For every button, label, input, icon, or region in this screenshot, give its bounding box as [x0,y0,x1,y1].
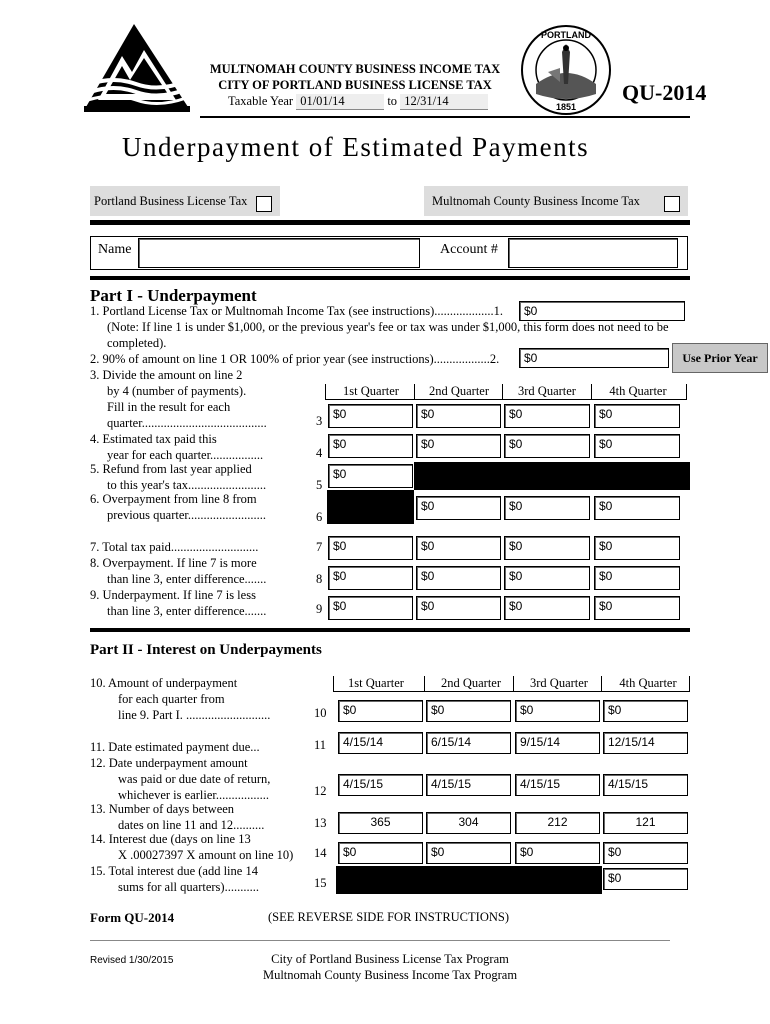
line9-text-a: 9. Underpayment. If line 7 is less [90,588,256,602]
line12-q3[interactable]: 4/15/15 [515,774,600,796]
line4-text-b: year for each quarter................. [107,448,264,462]
line3-q4[interactable]: $0 [594,404,680,428]
line12-q4[interactable]: 4/15/15 [603,774,688,796]
line3-text-d: quarter........................................ [107,416,267,430]
name-label: Name [98,242,132,257]
header-rule [200,116,690,118]
line6-q2[interactable]: $0 [416,496,501,520]
line12-text-b: was paid or due date of return, [118,772,271,786]
line4-q3[interactable]: $0 [504,434,590,458]
line9-q3[interactable]: $0 [504,596,590,620]
p1-linenum-8: 8 [316,572,323,586]
line4-text-a: 4. Estimated tax paid this [90,432,217,446]
line3-text-a: 3. Divide the amount on line 2 [90,368,243,382]
line1-field[interactable]: $0 [519,301,685,321]
part1-heading: Part I - Underpayment [90,286,257,305]
line7-q2[interactable]: $0 [416,536,501,560]
line9-q2[interactable]: $0 [416,596,501,620]
line1-text: 1. Portland License Tax or Multnomah Income Tax (see instructions)...................1. [90,304,503,318]
line7-q4[interactable]: $0 [594,536,680,560]
line2-text: 2. 90% of amount on line 1 OR 100% of prior year (see instructions)..................2. [90,352,500,366]
p2-linenum-11: 11 [314,738,327,752]
revised-date: Revised 1/30/2015 [90,955,174,966]
name-field[interactable] [138,238,420,268]
line12-text-a: 12. Date underpayment amount [90,756,248,770]
page-title: Underpayment of Estimated Payments [122,132,590,162]
line8-text-b: than line 3, enter difference....... [107,572,267,586]
line13-q1[interactable]: 365 [338,812,423,834]
line8-q3[interactable]: $0 [504,566,590,590]
reverse-note: (SEE REVERSE SIDE FOR INSTRUCTIONS) [268,910,509,924]
p2-quarter-3: 3rd Quarter [530,676,588,690]
p1-header-sep [591,384,592,400]
p1-linenum-4: 4 [316,446,323,460]
part2-heading: Part II - Interest on Underpayments [90,642,322,658]
p2-header-sep [689,676,690,692]
line14-text-a: 14. Interest due (days on line 13 [90,832,251,846]
use-prior-year-button[interactable]: Use Prior Year [672,343,768,373]
line10-text-a: 10. Amount of underpayment [90,676,238,690]
line13-q3[interactable]: 212 [515,812,600,834]
p2-linenum-15: 15 [314,876,327,890]
mountain-logo [84,22,190,114]
p2-quarter-2: 2nd Quarter [440,676,502,690]
p2-header-underline [333,691,690,692]
p1-header-underline [325,399,687,400]
p2-quarter-1: 1st Quarter [348,676,404,690]
line1-note-cont: completed). [107,336,167,350]
seal-bottom-text: 1851 [555,102,577,112]
p1-quarter-2: 2nd Quarter [428,384,490,398]
line6-blocked-q1 [327,490,414,524]
p2-header-sep [601,676,602,692]
p2-linenum-14: 14 [314,846,327,860]
line7-q3[interactable]: $0 [504,536,590,560]
account-field[interactable] [508,238,678,268]
line12-q2[interactable]: 4/15/15 [426,774,511,796]
header-line2: CITY OF PORTLAND BUSINESS LICENSE TAX [218,78,492,92]
top-thick-rule [90,220,690,225]
p1-quarter-1: 1st Quarter [343,384,399,398]
line10-q4[interactable]: $0 [603,700,688,722]
p1-header-sep [686,384,687,400]
line9-q4[interactable]: $0 [594,596,680,620]
multnomah-tax-option[interactable] [424,186,688,216]
multnomah-tax-checkbox[interactable] [664,196,680,212]
line10-q2[interactable]: $0 [426,700,511,722]
line14-q4[interactable]: $0 [603,842,688,864]
p1-quarter-4: 4th Quarter [609,384,667,398]
line13-q2[interactable]: 304 [426,812,511,834]
portland-tax-checkbox[interactable] [256,196,272,212]
taxable-year-label: Taxable Year [228,94,294,108]
line15-text-a: 15. Total interest due (add line 14 [90,864,258,878]
account-label: Account # [440,242,498,257]
p2-header-sep [424,676,425,692]
p1-linenum-3: 3 [316,414,323,428]
line3-q1[interactable]: $0 [328,404,413,428]
line2-field[interactable]: $0 [519,348,669,368]
line5-blocked-q2-q4 [414,462,690,490]
program-line1: City of Portland Business License Tax Program [271,952,509,966]
line4-q4[interactable]: $0 [594,434,680,458]
line4-q2[interactable]: $0 [416,434,501,458]
line13-text-b: dates on line 11 and 12.......... [118,818,265,832]
line14-text-b: X .00027397 X amount on line 10) [118,848,294,862]
line5-q1[interactable]: $0 [328,464,413,488]
line3-text-b: by 4 (number of payments). [107,384,247,398]
p2-linenum-13: 13 [314,816,327,830]
form-label: Form QU-2014 [90,910,175,925]
line9-text-b: than line 3, enter difference....... [107,604,267,618]
portland-tax-option[interactable] [90,186,280,216]
p1-linenum-7: 7 [316,540,323,554]
seal-top-text: PORTLAND [541,30,591,40]
line6-q4[interactable]: $0 [594,496,680,520]
line7-text: 7. Total tax paid............................ [90,540,259,554]
line10-text-b: for each quarter from [118,692,225,706]
line8-q4[interactable]: $0 [594,566,680,590]
line3-text-c: Fill in the result for each [107,400,231,414]
line11-q2[interactable]: 6/15/14 [426,732,511,754]
line11-q4[interactable]: 12/15/14 [603,732,688,754]
line8-q1[interactable]: $0 [328,566,413,590]
line1-note: (Note: If line 1 is under $1,000, or the previous year's fee or tax was under $1,000, this form does not need to be [107,320,669,334]
program-line2: Multnomah County Business Income Tax Program [262,968,518,982]
p2-quarter-4: 4th Quarter [619,676,677,690]
line12-text-c: whichever is earlier................. [118,788,269,802]
line10-text-c: line 9. Part I. ........................... [118,708,271,722]
line6-text-a: 6. Overpayment from line 8 from [90,492,257,506]
year-from-field[interactable]: 01/01/14 [296,94,384,110]
taxable-year-row [228,94,488,110]
line14-q2[interactable]: $0 [426,842,511,864]
line4-q1[interactable]: $0 [328,434,413,458]
line3-q2[interactable]: $0 [416,404,501,428]
to-label: to [387,94,398,108]
line14-q3[interactable]: $0 [515,842,600,864]
line10-q1[interactable]: $0 [338,700,423,722]
p1-quarter-3: 3rd Quarter [518,384,576,398]
p2-linenum-10: 10 [314,706,327,720]
p1-header-sep [414,384,415,400]
p2-linenum-12: 12 [314,784,327,798]
line7-q1[interactable]: $0 [328,536,413,560]
line9-q1[interactable]: $0 [328,596,413,620]
line12-q1[interactable]: 4/15/15 [338,774,423,796]
p1-header-sep [325,384,326,400]
p1-linenum-5: 5 [316,478,323,492]
city-seal [520,24,612,116]
part1-bottom-rule [90,628,690,632]
line5-text-b: to this year's tax......................... [107,478,267,492]
line6-q3[interactable]: $0 [504,496,590,520]
year-to-field[interactable]: 12/31/14 [400,94,488,110]
p2-header-sep [513,676,514,692]
p1-linenum-9: 9 [316,602,323,616]
line6-text-b: previous quarter......................... [107,508,267,522]
line15-text-b: sums for all quarters)........... [118,880,259,894]
line3-q3[interactable]: $0 [504,404,590,428]
line11-text: 11. Date estimated payment due... [90,740,260,754]
line8-text-a: 8. Overpayment. If line 7 is more [90,556,257,570]
line13-text-a: 13. Number of days between [90,802,235,816]
line11-q1[interactable]: 4/15/14 [338,732,423,754]
header-line1: MULTNOMAH COUNTY BUSINESS INCOME TAX [209,62,501,76]
line8-q2[interactable]: $0 [416,566,501,590]
line15-blocked-q1-q3 [336,866,602,894]
p1-header-sep [502,384,503,400]
line14-q1[interactable]: $0 [338,842,423,864]
multnomah-tax-label: Multnomah County Business Income Tax [432,194,640,208]
line13-q4[interactable]: 121 [603,812,688,834]
line10-q3[interactable]: $0 [515,700,600,722]
line15-total[interactable]: $0 [603,868,688,890]
p1-linenum-6: 6 [316,510,323,524]
form-code: QU-2014 [622,80,707,105]
portland-tax-label: Portland Business License Tax [94,194,248,208]
p2-header-sep [333,676,334,692]
footer-rule [90,940,670,941]
line11-q3[interactable]: 9/15/14 [515,732,600,754]
line5-text-a: 5. Refund from last year applied [90,462,252,476]
mid-thick-rule [90,276,690,280]
